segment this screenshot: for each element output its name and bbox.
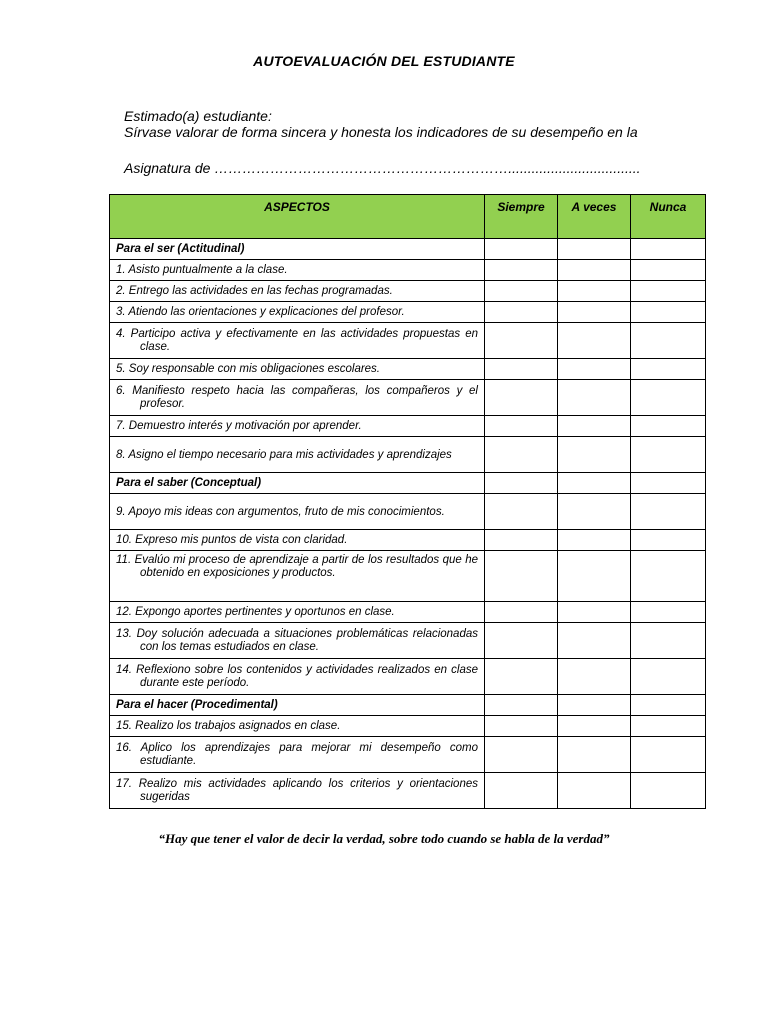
section-row — [110, 239, 706, 260]
cell-siempre[interactable] — [485, 551, 558, 602]
cell-siempre[interactable] — [485, 494, 558, 530]
item-text: 6. Manifiesto respeto hacia las compañeras, los compañeros y el profesor. — [116, 385, 478, 410]
cell-siempre[interactable] — [485, 323, 558, 359]
item-text: 15. Realizo los trabajos asignados en clase. — [116, 720, 341, 732]
evaluation-table — [109, 194, 706, 809]
cell-siempre[interactable] — [485, 602, 558, 623]
section-title-conceptual: Para el saber (Conceptual) — [110, 473, 485, 494]
item-text: 14. Reflexiono sobre los contenidos y actividades realizados en clase durante este período. — [116, 664, 478, 689]
table-row — [110, 437, 706, 473]
cell-siempre[interactable] — [485, 380, 558, 416]
cell-a-veces[interactable] — [558, 380, 631, 416]
item-text: 7. Demuestro interés y motivación por aprender. — [116, 420, 362, 432]
cell-a-veces[interactable] — [558, 260, 631, 281]
cell-nunca[interactable] — [631, 281, 706, 302]
cell-a-veces[interactable] — [558, 494, 631, 530]
table-row — [110, 737, 706, 773]
cell-nunca[interactable] — [631, 773, 706, 809]
item-text: 12. Expongo aportes pertinentes y oportunos en clase. — [116, 606, 395, 618]
cell-siempre[interactable] — [485, 416, 558, 437]
header-nunca: Nunca — [631, 195, 706, 239]
cell-a-veces[interactable] — [558, 359, 631, 380]
cell-a-veces[interactable] — [558, 416, 631, 437]
cell-nunca[interactable] — [631, 494, 706, 530]
section-title-actitudinal: Para el ser (Actitudinal) — [110, 239, 485, 260]
table-row — [110, 773, 706, 809]
cell-siempre[interactable] — [485, 437, 558, 473]
header-siempre: Siempre — [485, 195, 558, 239]
item-text: 10. Expreso mis puntos de vista con claridad. — [116, 534, 348, 546]
table-row — [110, 416, 706, 437]
cell-nunca[interactable] — [631, 416, 706, 437]
cell-siempre[interactable] — [485, 359, 558, 380]
item-text: 2. Entrego las actividades en las fechas programadas. — [116, 285, 393, 297]
cell-a-veces[interactable] — [558, 659, 631, 695]
cell-a-veces[interactable] — [558, 530, 631, 551]
cell-a-veces[interactable] — [558, 281, 631, 302]
cell-a-veces[interactable] — [558, 602, 631, 623]
item-text: 11. Evalúo mi proceso de aprendizaje a partir de los resultados que he obtenido en exposiciones y productos. — [116, 554, 478, 579]
table-row — [110, 260, 706, 281]
item-text: 9. Apoyo mis ideas con argumentos, fruto de mis conocimientos. — [116, 505, 445, 518]
cell-nunca[interactable] — [631, 659, 706, 695]
table-row — [110, 494, 706, 530]
cell-a-veces[interactable] — [558, 623, 631, 659]
cell-nunca[interactable] — [631, 380, 706, 416]
cell-nunca[interactable] — [631, 530, 706, 551]
intro-greeting: Estimado(a) estudiante: — [124, 108, 272, 124]
cell-a-veces[interactable] — [558, 323, 631, 359]
cell-nunca[interactable] — [631, 473, 706, 494]
cell-a-veces[interactable] — [558, 716, 631, 737]
cell-siempre[interactable] — [485, 302, 558, 323]
cell-a-veces[interactable] — [558, 473, 631, 494]
table-row — [110, 281, 706, 302]
item-text: 1. Asisto puntualmente a la clase. — [116, 264, 288, 276]
cell-siempre[interactable] — [485, 737, 558, 773]
cell-siempre[interactable] — [485, 281, 558, 302]
cell-siempre[interactable] — [485, 695, 558, 716]
cell-a-veces[interactable] — [558, 437, 631, 473]
cell-siempre[interactable] — [485, 473, 558, 494]
table-row — [110, 659, 706, 695]
cell-a-veces[interactable] — [558, 302, 631, 323]
cell-nunca[interactable] — [631, 623, 706, 659]
section-row — [110, 695, 706, 716]
item-text: 16. Aplico los aprendizajes para mejorar mi desempeño como estudiante. — [116, 742, 478, 767]
cell-nunca[interactable] — [631, 716, 706, 737]
cell-a-veces[interactable] — [558, 239, 631, 260]
cell-siempre[interactable] — [485, 623, 558, 659]
item-text: 8. Asigno el tiempo necesario para mis actividades y aprendizajes — [116, 448, 452, 461]
cell-nunca[interactable] — [631, 602, 706, 623]
item-text: 3. Atiendo las orientaciones y explicaciones del profesor. — [116, 306, 405, 318]
cell-nunca[interactable] — [631, 359, 706, 380]
cell-nunca[interactable] — [631, 239, 706, 260]
cell-siempre[interactable] — [485, 260, 558, 281]
cell-siempre[interactable] — [485, 716, 558, 737]
cell-a-veces[interactable] — [558, 773, 631, 809]
cell-nunca[interactable] — [631, 551, 706, 602]
closing-quote: “Hay que tener el valor de decir la verdad, sobre todo cuando se habla de la verdad” — [158, 831, 610, 846]
document-title: AUTOEVALUACIÓN DEL ESTUDIANTE — [253, 53, 515, 69]
intro-instruction: Sírvase valorar de forma sincera y honesta los indicadores de su desempeño en la — [124, 124, 638, 140]
table-row — [110, 530, 706, 551]
table-row — [110, 551, 706, 602]
cell-siempre[interactable] — [485, 530, 558, 551]
header-a-veces: A veces — [558, 195, 631, 239]
section-row — [110, 473, 706, 494]
cell-nunca[interactable] — [631, 260, 706, 281]
table-header-row — [110, 195, 706, 239]
cell-siempre[interactable] — [485, 239, 558, 260]
cell-a-veces[interactable] — [558, 551, 631, 602]
cell-siempre[interactable] — [485, 773, 558, 809]
table-row — [110, 302, 706, 323]
table-row — [110, 359, 706, 380]
item-text: 4. Participo activa y efectivamente en las actividades propuestas en clase. — [116, 328, 478, 353]
cell-nunca[interactable] — [631, 302, 706, 323]
cell-nunca[interactable] — [631, 437, 706, 473]
section-title-procedimental: Para el hacer (Procedimental) — [110, 695, 485, 716]
table-row — [110, 602, 706, 623]
cell-siempre[interactable] — [485, 659, 558, 695]
item-text: 13. Doy solución adecuada a situaciones problemáticas relacionadas con los temas estudiados en clase. — [116, 628, 478, 653]
cell-nunca[interactable] — [631, 737, 706, 773]
item-text: 17. Realizo mis actividades aplicando los criterios y orientaciones sugeridas — [116, 778, 478, 803]
cell-nunca[interactable] — [631, 695, 706, 716]
table-row — [110, 323, 706, 359]
cell-a-veces[interactable] — [558, 695, 631, 716]
table-row — [110, 716, 706, 737]
cell-nunca[interactable] — [631, 323, 706, 359]
item-text: 5. Soy responsable con mis obligaciones escolares. — [116, 363, 381, 375]
subject-line: Asignatura de ……………………………………………………….................................. — [124, 160, 641, 176]
header-aspectos: ASPECTOS — [110, 195, 485, 239]
table-row — [110, 380, 706, 416]
table-row — [110, 623, 706, 659]
cell-a-veces[interactable] — [558, 737, 631, 773]
